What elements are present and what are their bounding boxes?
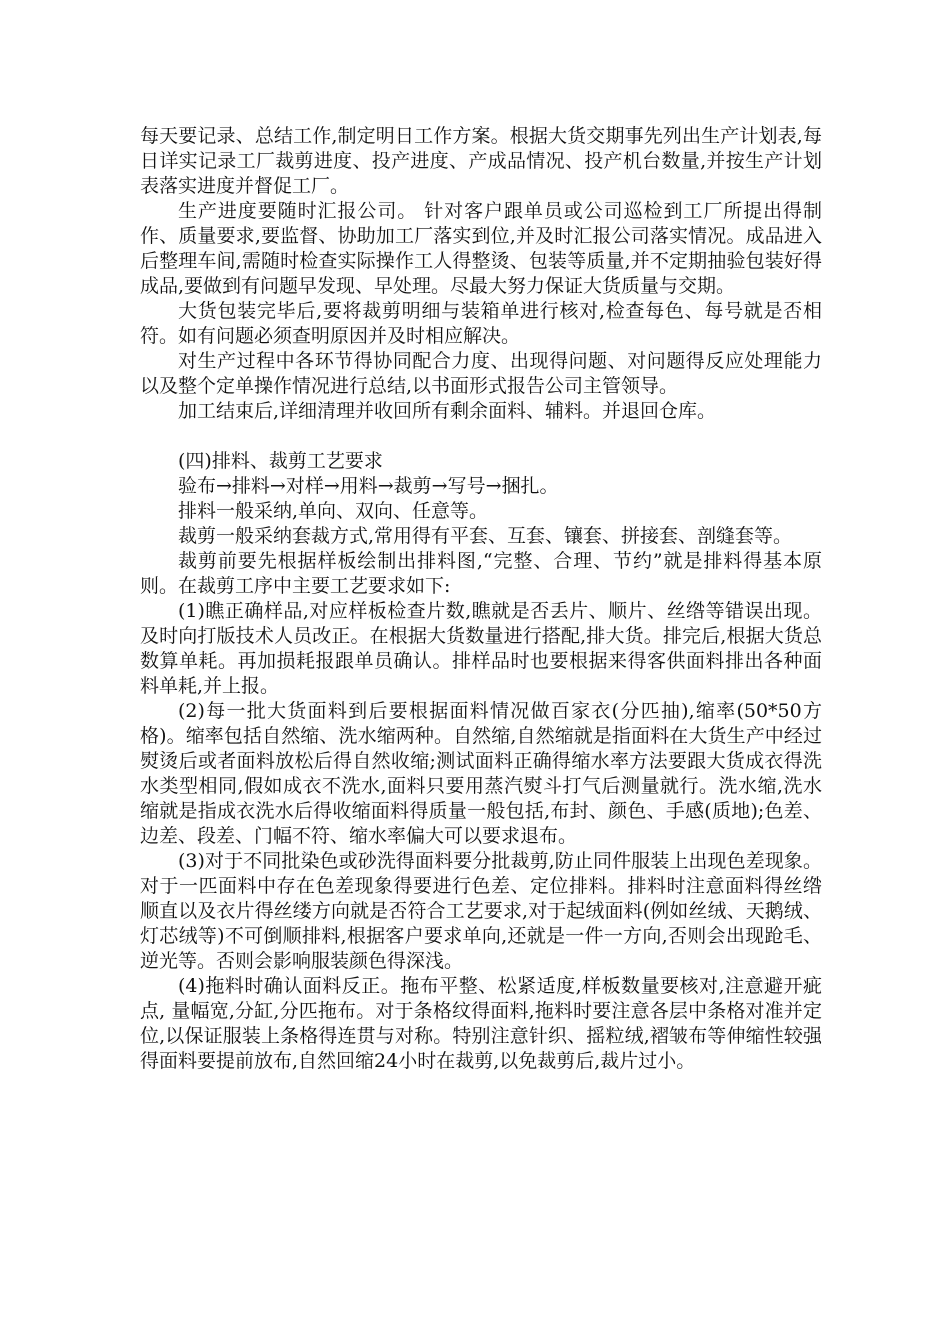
paragraph-material-return: 加工结束后,详细清理并收回所有剩余面料、辅料。并退回仓库。	[178, 400, 717, 422]
paragraph-item-4: (4)拖料时确认面料反正。拖布平整、松紧适度,样板数量要核对,注意避开疵点, 量幅宽,分缸,分匹拖布。对于条格纹得面料,拖料时要注意各层中条格对准并定位,以保证服装上条格得连贯与对称。特别注意针织、摇粒绒,褶皱布等伸缩性较强得面料要提前放布,自然回缩24小时在裁剪,以免裁剪后,裁片过小。	[140, 975, 822, 1072]
paragraph-packing-check: 大货包装完毕后,要将裁剪明细与装箱单进行核对,检查每色、每号就是否相符。如有问题必须查明原因并及时相应解决。	[140, 300, 822, 347]
paragraph-layout-principle: 裁剪前要先根据样板绘制出排料图,“完整、合理、节约”就是排料得基本原则。在裁剪工序中主要工艺要求如下:	[140, 550, 822, 597]
document-page	[140, 124, 822, 1074]
paragraph-summary-report: 对生产过程中各环节得协同配合力度、出现得问题、对问题得反应处理能力以及整个定单操作情况进行总结,以书面形式报告公司主管领导。	[140, 350, 822, 397]
paragraph-item-1: (1)瞧正确样品,对应样板检查片数,瞧就是否丢片、顺片、丝绺等错误出现。及时向打版技术人员改正。在根据大货数量进行搭配,排大货。排完后,根据大货总数算单耗。再加损耗报跟单员确认。排样品时也要根据来得客供面料排出各种面料单耗,并上报。	[140, 600, 822, 697]
section-spacer	[140, 424, 822, 449]
paragraph-item-2: (2)每一批大货面料到后要根据面料情况做百家衣(分匹抽),缩率(50*50方格)。缩率包括自然缩、洗水缩两种。自然缩,自然缩就是指面料在大货生产中经过熨烫后或者面料放松后得自然收缩;测试面料正确得缩水率方法要跟大货成衣得洗水类型相同,假如成衣不洗水,面料只要用蒸汽熨斗打气后测量就行。洗水缩,洗水缩就是指成衣洗水后得收缩面料得质量一般包括,布封、颜色、手感(质地);色差、边差、段差、门幅不符、缩水率偏大可以要求退布。	[140, 700, 822, 847]
paragraph-item-3: (3)对于不同批染色或砂洗得面料要分批裁剪,防止同件服装上出现色差现象。对于一匹面料中存在色差现象得要进行色差、定位排料。排料时注意面料得丝绺顺直以及衣片得丝缕方向就是否符合工艺要求,对于起绒面料(例如丝绒、天鹅绒、灯芯绒等)不可倒顺排料,根据客户要求单向,还就是一件一方向,否则会出现跄毛、逆光等。否则会影响服装颜色得深浅。	[140, 850, 822, 972]
section-heading-cutting: (四)排料、裁剪工艺要求	[178, 450, 383, 472]
paragraph-cutting-methods: 裁剪一般采纳套裁方式,常用得有平套、互套、镶套、拼接套、剖缝套等。	[178, 525, 793, 547]
paragraph-layout-methods: 排料一般采纳,单向、双向、任意等。	[178, 500, 489, 522]
paragraph-progress-report: 生产进度要随时汇报公司。 针对客户跟单员或公司巡检到工厂所提出得制作、质量要求,要监督、协助加工厂落实到位,并及时汇报公司落实情况。成品进入后整理车间,需随时检查实际操作工人得整烫、包装等质量,并不定期抽验包装好得成品,要做到有问题早发现、早处理。尽最大努力保证大货质量与交期。	[140, 200, 822, 297]
paragraph-process-flow: 验布→排料→对样→用料→裁剪→写号→捆扎。	[178, 475, 559, 497]
paragraph-daily-record: 每天要记录、总结工作,制定明日工作方案。根据大货交期事先列出生产计划表,每日详实记录工厂裁剪进度、投产进度、产成品情况、投产机台数量,并按生产计划表落实进度并督促工厂。	[140, 125, 822, 197]
